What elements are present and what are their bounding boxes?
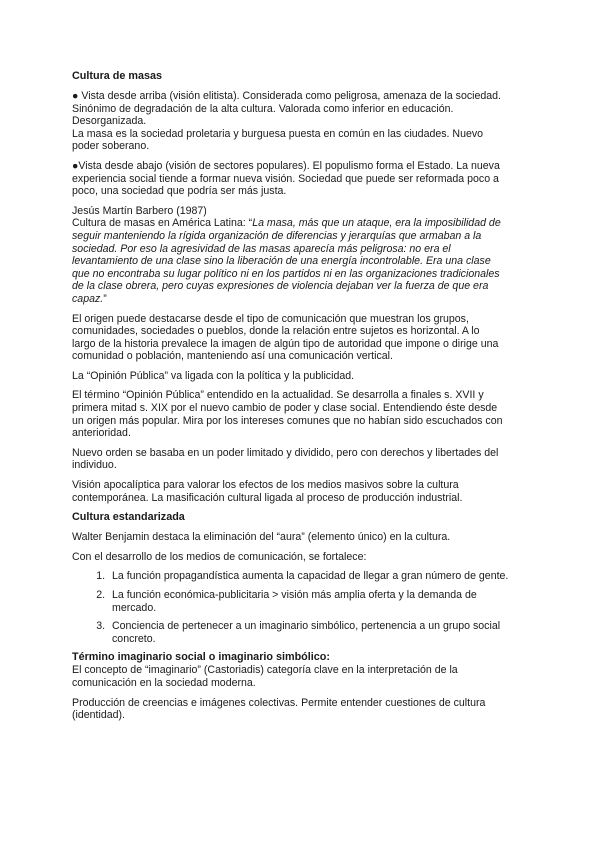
- text-line: contemporánea. La masificación cultural ligada al proceso de producción industrial.: [72, 491, 463, 504]
- text-line: poco, una sociedad que podría ser más justa.: [72, 185, 287, 198]
- text-line: anterioridad.: [72, 427, 131, 440]
- text-line: La masa es la sociedad proletaria y burguesa puesta en común en las ciudades. Nuevo: [72, 127, 484, 140]
- quote-line: seguir manteniendo la rígida organización de diferencias y jerarquías que armaban a la: [72, 229, 482, 242]
- quote-text: La masa, más que un ataque, era la imposibilidad de: [252, 217, 501, 230]
- text-line: concreto.: [112, 632, 156, 645]
- text-line: individuo.: [72, 459, 117, 472]
- text-line: [72, 217, 530, 230]
- paragraph-vista-desde-arriba: [72, 90, 530, 153]
- text-line: El concepto de “imaginario” (Castoriadis) categoría clave en la interpretación de la: [72, 664, 458, 677]
- paragraph-nuevo-orden: [72, 447, 530, 472]
- list-item: [108, 570, 530, 583]
- list-item: [108, 620, 530, 645]
- paragraph-origen: [72, 313, 530, 363]
- text-line: ●Vista desde abajo (visión de sectores populares). El populismo forma el Estado. La nueva: [72, 159, 500, 172]
- quote-line: sociedad. Por eso la agresividad de las masas aparecía más peligrosa: no era el: [72, 242, 451, 255]
- quote-line: que no encontraba su lugar político ni en los partidos ni en las organizaciones tradicionales: [72, 267, 500, 280]
- paragraph-concepto-imaginario: [72, 664, 530, 689]
- section-title-cultura-estandarizada: Cultura estandarizada: [72, 511, 185, 524]
- text-line: comunidad o población, manteniendo así una comunicación vertical.: [72, 350, 393, 363]
- paragraph-vision-apocaliptica: [72, 479, 530, 504]
- section-title-cultura-de-masas: Cultura de masas: [72, 70, 163, 82]
- paragraph-termino-opinion-publica: [72, 389, 530, 439]
- text-line: comunicación en la sociedad moderna.: [72, 676, 256, 689]
- text-line: (identidad).: [72, 709, 125, 722]
- text-line: El origen puede destacarse desde el tipo de comunicación que muestran los grupos,: [72, 312, 469, 325]
- paragraph-produccion-creencias: [72, 697, 530, 722]
- text-line: Nuevo orden se basaba en un poder limitado y dividido, pero con derechos y libertades del: [72, 446, 499, 459]
- text-line: un origen más popular. Mira por los intereses comunes que no habían sido escuchados con: [72, 414, 503, 427]
- paragraph-desarrollo-medios: Con el desarrollo de los medios de comunicación, se fortalece:: [72, 550, 367, 563]
- text-line: primera mitad s. XIX por el nuevo cambio de poder y clase social. Entendiendo éste desde: [72, 402, 498, 415]
- text-line: 1. La función propagandística aumenta la capacidad de llegar a gran número de gente.: [112, 570, 509, 583]
- quote-intro: Cultura de masas en América Latina: “: [72, 217, 253, 230]
- text-line: 2. La función económica-publicitaria > visión más amplia oferta y la demanda de: [112, 589, 477, 601]
- text-line: Sinónimo de degradación de la alta cultura. Valorada como inferior en educación.: [72, 102, 454, 115]
- paragraph-barbero-quote: [72, 205, 530, 306]
- quote-close: ”: [103, 292, 107, 305]
- quote-line: levantamiento de una clase sino la liberación de una energía incontrolable. Era una clase: [72, 255, 491, 268]
- numbered-list: [72, 570, 530, 645]
- text-line: comunidades, sociedades o pueblos, donde la relación entre sujetos es horizontal. A lo: [72, 325, 480, 338]
- text-line: [72, 293, 530, 306]
- author-citation: Jesús Martín Barbero (1987): [72, 204, 207, 217]
- quote-line: de la clase obrera, pero cuyas expresiones de violencia dejaban ver la fuerza de que era: [72, 280, 489, 293]
- section-title-imaginario-social: Término imaginario social o imaginario simbólico:: [72, 651, 330, 664]
- text-line: Visión apocalíptica para valorar los efectos de los medios masivos sobre la cultura: [72, 479, 459, 492]
- text-line: experiencia social tiende a formar nueva visión. Sociedad que puede ser reformada poco a: [72, 172, 499, 185]
- list-item: [108, 589, 530, 614]
- text-line: Producción de creencias e imágenes colectivas. Permite entender cuestiones de cultura: [72, 696, 486, 709]
- text-line: El término “Opinión Pública” entendido en la actualidad. Se desarrolla a finales s. XVII y: [72, 389, 484, 402]
- text-line: poder soberano.: [72, 140, 150, 153]
- paragraph-walter-benjamin: Walter Benjamin destaca la eliminación del “aura” (elemento único) en la cultura.: [72, 531, 451, 544]
- text-line: ● Vista desde arriba (visión elitista). Considerada como peligrosa, amenaza de la sociedad.: [72, 90, 502, 102]
- text-line: mercado.: [112, 601, 157, 614]
- paragraph-opinion-publica: La “Opinión Pública” va ligada con la política y la publicidad.: [72, 369, 355, 382]
- paragraph-vista-desde-abajo: [72, 160, 530, 198]
- text-line: 3. Conciencia de pertenecer a un imaginario simbólico, pertenencia a un grupo social: [112, 620, 501, 633]
- quote-last: capaz.: [72, 292, 104, 305]
- text-line: largo de la historia prevalece la imagen de algún tipo de autoridad que impone o dirige una: [72, 337, 499, 350]
- text-line: Desorganizada.: [72, 115, 147, 128]
